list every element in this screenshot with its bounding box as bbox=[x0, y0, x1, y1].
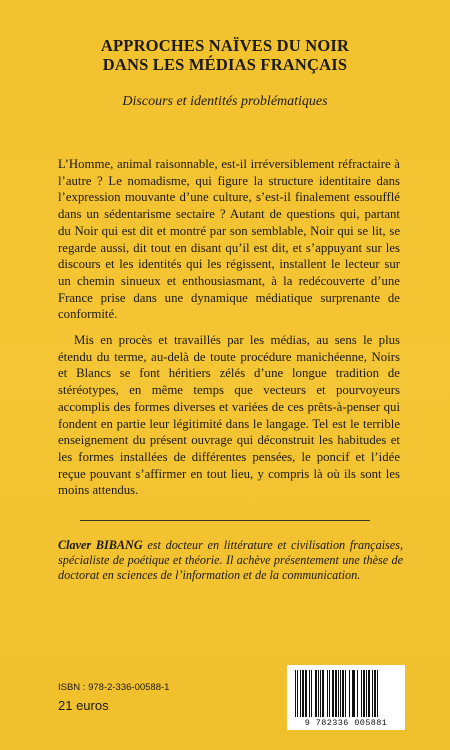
barcode-bars bbox=[295, 670, 397, 717]
book-title bbox=[30, 36, 420, 74]
title-line-1: APPROCHES NAÏVES DU NOIR bbox=[100, 36, 350, 55]
divider-rule bbox=[80, 520, 370, 521]
blurb-paragraph-1: L’Homme, animal raisonnable, est-il irréversiblement réfractaire à l’autre ? Le nomadisme, qui figure la structure identitaire dans l’expression mouvante d’une culture, s’est-il finalement essoufflé dans un sédentarisme sectaire ? Autant de questions qui, partant du Noir qui est dit et montré par son semblable, Noir qui se lit, se regarde aussi, dit tout en disant qu’il est dit, et s’appuyant sur les discours et les identités qui les régissent, installent le lecteur sur un chemin sinueux et enthousiasmant, à la redécouverte d’une France prise dans une dynamique médiatique surprenante de conformité. bbox=[58, 157, 400, 322]
title-line-2: DANS LES MÉDIAS FRANÇAIS bbox=[102, 55, 348, 74]
author-bio-text: est docteur en littérature et civilisation françaises, spécialiste de poétique et théorie. Il achève présentement une thèse de doctorat en sciences de l’information et de la communication. bbox=[58, 538, 403, 583]
barcode-number: 9 782336 005881 bbox=[304, 718, 388, 728]
barcode bbox=[287, 665, 405, 730]
book-subtitle: Discours et identités problématiques bbox=[122, 94, 328, 109]
author-bio bbox=[58, 538, 403, 584]
blurb bbox=[58, 156, 400, 508]
isbn: ISBN : 978-2-336-00588-1 bbox=[58, 682, 170, 693]
price: 21 euros bbox=[58, 698, 109, 713]
author-name: Claver BIBANG bbox=[58, 538, 143, 552]
blurb-paragraph-2: Mis en procès et travaillés par les médias, au sens le plus étendu du terme, au-delà de toute procédure manichéenne, Noirs et Blancs se font héritiers zélés d’une longue tradition de stéréotypes, en même temps que vecteurs et pourvoyeurs accomplis des formes diverses et variées de ces prêts-à-penser qui fondent en partie leur légitimité dans le langage. Tel est le terrible enseignement du présent ouvrage qui déconstruit les habitudes et les formes installées de différentes pensées, le poncif et l’idée reçue pouvant s’affirmer en tout lieu, y compris là où ils sont les moins attendus. bbox=[58, 333, 400, 498]
